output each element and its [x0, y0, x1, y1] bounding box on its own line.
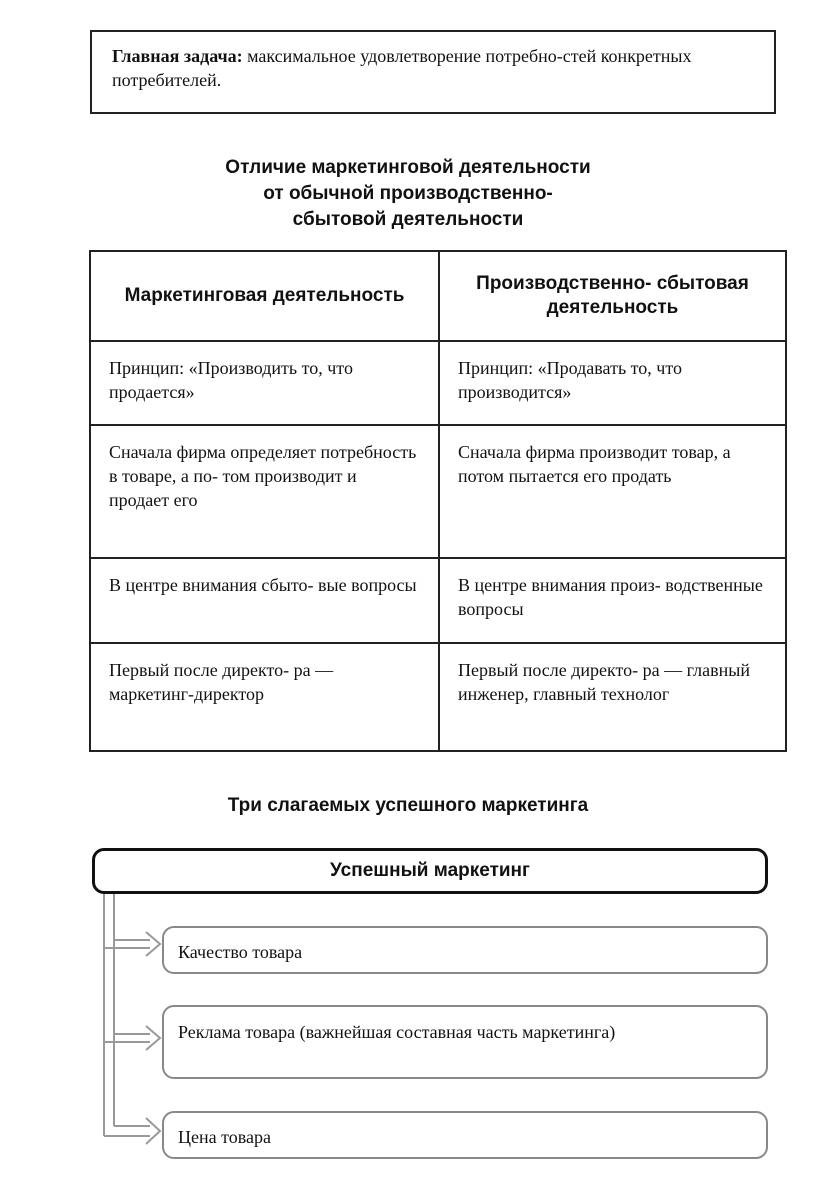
comparison-table: [89, 250, 787, 752]
table-row: [90, 558, 786, 643]
table-row: [90, 341, 786, 425]
table-cell: В центре внимания сбыто- вые вопросы: [90, 558, 439, 643]
table-cell: Сначала фирма определяет потребность в товаре, а по- том производит и продает его: [90, 425, 439, 558]
component-item: Цена товара: [162, 1111, 768, 1159]
components-title: Три слагаемых успешного маркетинга: [227, 795, 589, 816]
table-header-row: [90, 251, 786, 341]
trunk-line: [104, 894, 114, 1136]
component-item: Реклама товара (важнейшая составная часть маркетинга): [162, 1005, 768, 1079]
component-item: Качество товара: [162, 926, 768, 974]
column-header-production: Производственно- сбытовая деятельность: [439, 251, 786, 341]
main-task-text: максимальное удовлетворение потребно-стей конкретных потребителей.: [112, 46, 692, 90]
table-cell: Принцип: «Производить то, что продается»: [90, 341, 439, 425]
comparison-title-line-2: от обычной производственно-: [263, 183, 553, 204]
arrow-connector-2: [104, 1026, 160, 1050]
arrow-connector-1: [104, 932, 160, 956]
comparison-title-line-3: сбытовой деятельности: [292, 209, 524, 230]
column-header-marketing: Маркетинговая деятельность: [90, 251, 439, 341]
table-cell: Принцип: «Продавать то, что производится»: [439, 341, 786, 425]
comparison-title-line-1: Отличие маркетинговой деятельности: [225, 157, 591, 178]
table-cell: Сначала фирма производит товар, а потом пытается его продать: [439, 425, 786, 558]
main-task-label: Главная задача:: [112, 46, 243, 66]
table-row: [90, 643, 786, 751]
main-task-box: [90, 30, 776, 114]
table-cell: Первый после директо- ра — главный инженер, главный технолог: [439, 643, 786, 751]
table-row: [90, 425, 786, 558]
successful-marketing-box: Успешный маркетинг: [92, 848, 768, 894]
comparison-title: [0, 155, 816, 233]
table-cell: В центре внимания произ- водственные вопросы: [439, 558, 786, 643]
table-cell: Первый после директо- ра — маркетинг-директор: [90, 643, 439, 751]
arrow-connector-3: [104, 1118, 160, 1144]
